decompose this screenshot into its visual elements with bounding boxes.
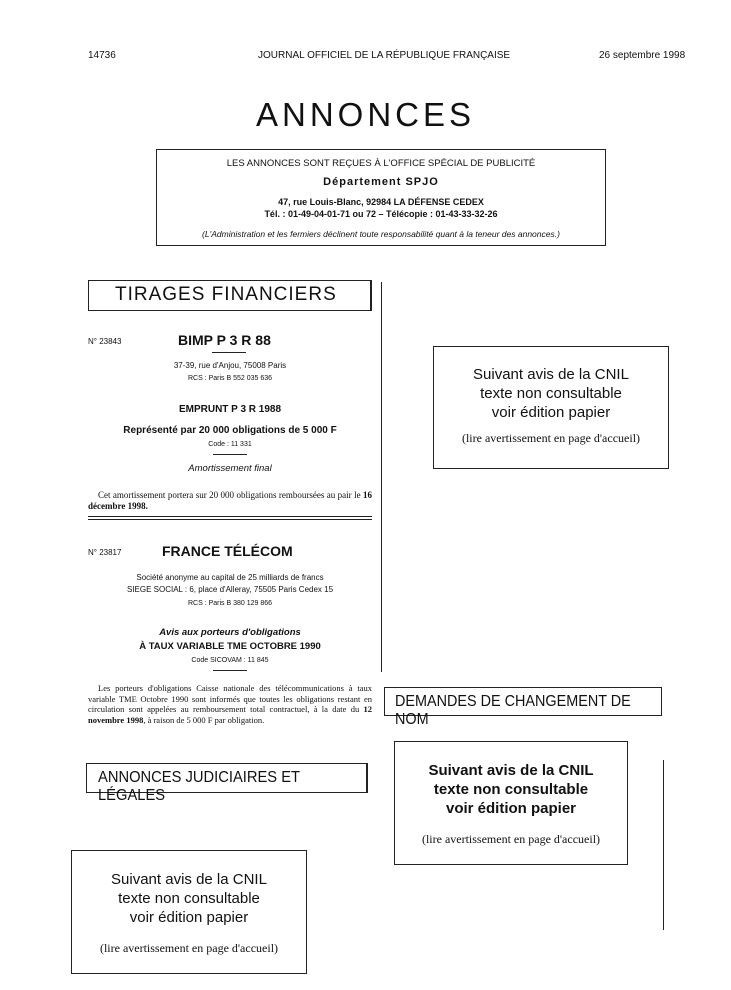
ann2-avis: Avis aux porteurs d'obligations bbox=[159, 627, 301, 638]
ann2-taux: À TAUX VARIABLE TME OCTOBRE 1990 bbox=[139, 641, 321, 652]
ann2-siege: SIEGE SOCIAL : 6, place d'Alleray, 75505 Paris Cedex 15 bbox=[126, 585, 334, 594]
section-annonces-judiciaires bbox=[86, 763, 368, 804]
cnil-2-note: (lire avertissement en page d'accueil) bbox=[421, 832, 601, 846]
cnil-3-note: (lire avertissement en page d'accueil) bbox=[99, 941, 279, 955]
cnil-2-line-a: Suivant avis de la CNIL bbox=[428, 762, 594, 779]
section-tirages-financiers bbox=[88, 280, 372, 311]
ann1-represente: Représenté par 20 000 obligations de 5 000 F bbox=[123, 425, 337, 436]
ann2-number: N° 23817 bbox=[88, 548, 122, 557]
cnil-2-line-c: voir édition papier bbox=[445, 800, 577, 817]
publication-date: 26 septembre 1998 bbox=[599, 50, 686, 61]
cnil-notice-3 bbox=[71, 850, 307, 974]
cnil-3-line-a: Suivant avis de la CNIL bbox=[111, 871, 267, 888]
info-disclaimer: (L'Administration et les fermiers déclinent toute responsabilité quant à la teneur des annonces.) bbox=[202, 229, 560, 239]
info-box bbox=[156, 149, 606, 246]
ann1-rcs: RCS : Paris B 552 035 636 bbox=[187, 375, 273, 382]
ann1-emprunt: EMPRUNT P 3 R 1988 bbox=[178, 404, 282, 415]
ann2-name: FRANCE TÉLÉCOM bbox=[162, 543, 293, 559]
cnil-3-line-c: voir édition papier bbox=[129, 909, 249, 926]
ann2-body-text: Les porteurs d'obligations Caisse nationale des télécommunications à taux variable TME Octobre 1990 sont informés que toutes les obligations restant en circulation sont appelées au remboursement total contractuel, à la date du bbox=[88, 683, 372, 714]
section-changement-nom bbox=[384, 687, 662, 728]
section-tirages-title: TIRAGES FINANCIERS bbox=[115, 284, 337, 305]
ann1-body-date: 16 décembre 1998. bbox=[88, 490, 372, 511]
cnil-1-line-a: Suivant avis de la CNIL bbox=[473, 366, 629, 383]
section-changement-nom-title: DEMANDES DE CHANGEMENT DE NOM bbox=[395, 693, 631, 728]
cnil-notice-2 bbox=[394, 741, 628, 865]
ann2-societe: Société anonyme au capital de 25 milliards de francs bbox=[136, 573, 324, 582]
right-margin-rule bbox=[663, 760, 664, 930]
page-title: ANNONCES bbox=[255, 96, 476, 133]
ann2-body bbox=[88, 683, 372, 725]
ann2-code: Code SICOVAM : 11 845 bbox=[191, 657, 269, 664]
cnil-3-line-b: texte non consultable bbox=[118, 890, 260, 907]
ann1-name: BIMP P 3 R 88 bbox=[178, 332, 271, 348]
ann1-body bbox=[88, 490, 372, 512]
cnil-1-line-b: texte non consultable bbox=[480, 385, 622, 402]
section-judiciaires-title: ANNONCES JUDICIAIRES ET LÉGALES bbox=[98, 769, 300, 804]
ann1-code: Code : 11 331 bbox=[208, 441, 252, 448]
ann2-body-date: 12 novembre 1998 bbox=[88, 704, 372, 725]
cnil-1-line-c: voir édition papier bbox=[491, 404, 611, 421]
cnil-2-line-b: texte non consultable bbox=[433, 781, 589, 798]
column-separator bbox=[381, 282, 382, 672]
info-line-1: LES ANNONCES SONT REÇUES À L'OFFICE SPÉCIAL DE PUBLICITÉ bbox=[226, 158, 536, 169]
journal-title: JOURNAL OFFICIEL DE LA RÉPUBLIQUE FRANÇAISE bbox=[258, 50, 511, 61]
ann1-amortissement: Amortissement final bbox=[188, 463, 272, 474]
info-department: Département SPJO bbox=[323, 176, 439, 188]
ann1-number: N° 23843 bbox=[88, 337, 122, 346]
info-address: 47, rue Louis-Blanc, 92984 LA DÉFENSE CEDEX bbox=[278, 197, 484, 207]
info-phone: Tél. : 01-49-04-01-71 ou 72 – Télécopie : 01-43-33-32-26 bbox=[264, 209, 498, 219]
ann1-body-text: Cet amortissement portera sur 20 000 obligations remboursées au pair le bbox=[98, 490, 363, 500]
ann2-rcs: RCS : Paris B 380 129 866 bbox=[187, 600, 273, 607]
ann1-address: 37-39, rue d'Anjou, 75008 Paris bbox=[173, 361, 287, 370]
cnil-1-note: (lire avertissement en page d'accueil) bbox=[461, 431, 641, 445]
ann2-body-end: , à raison de 5 000 F par obligation. bbox=[143, 714, 265, 725]
cnil-notice-1 bbox=[433, 346, 669, 469]
page-number: 14736 bbox=[88, 50, 116, 61]
